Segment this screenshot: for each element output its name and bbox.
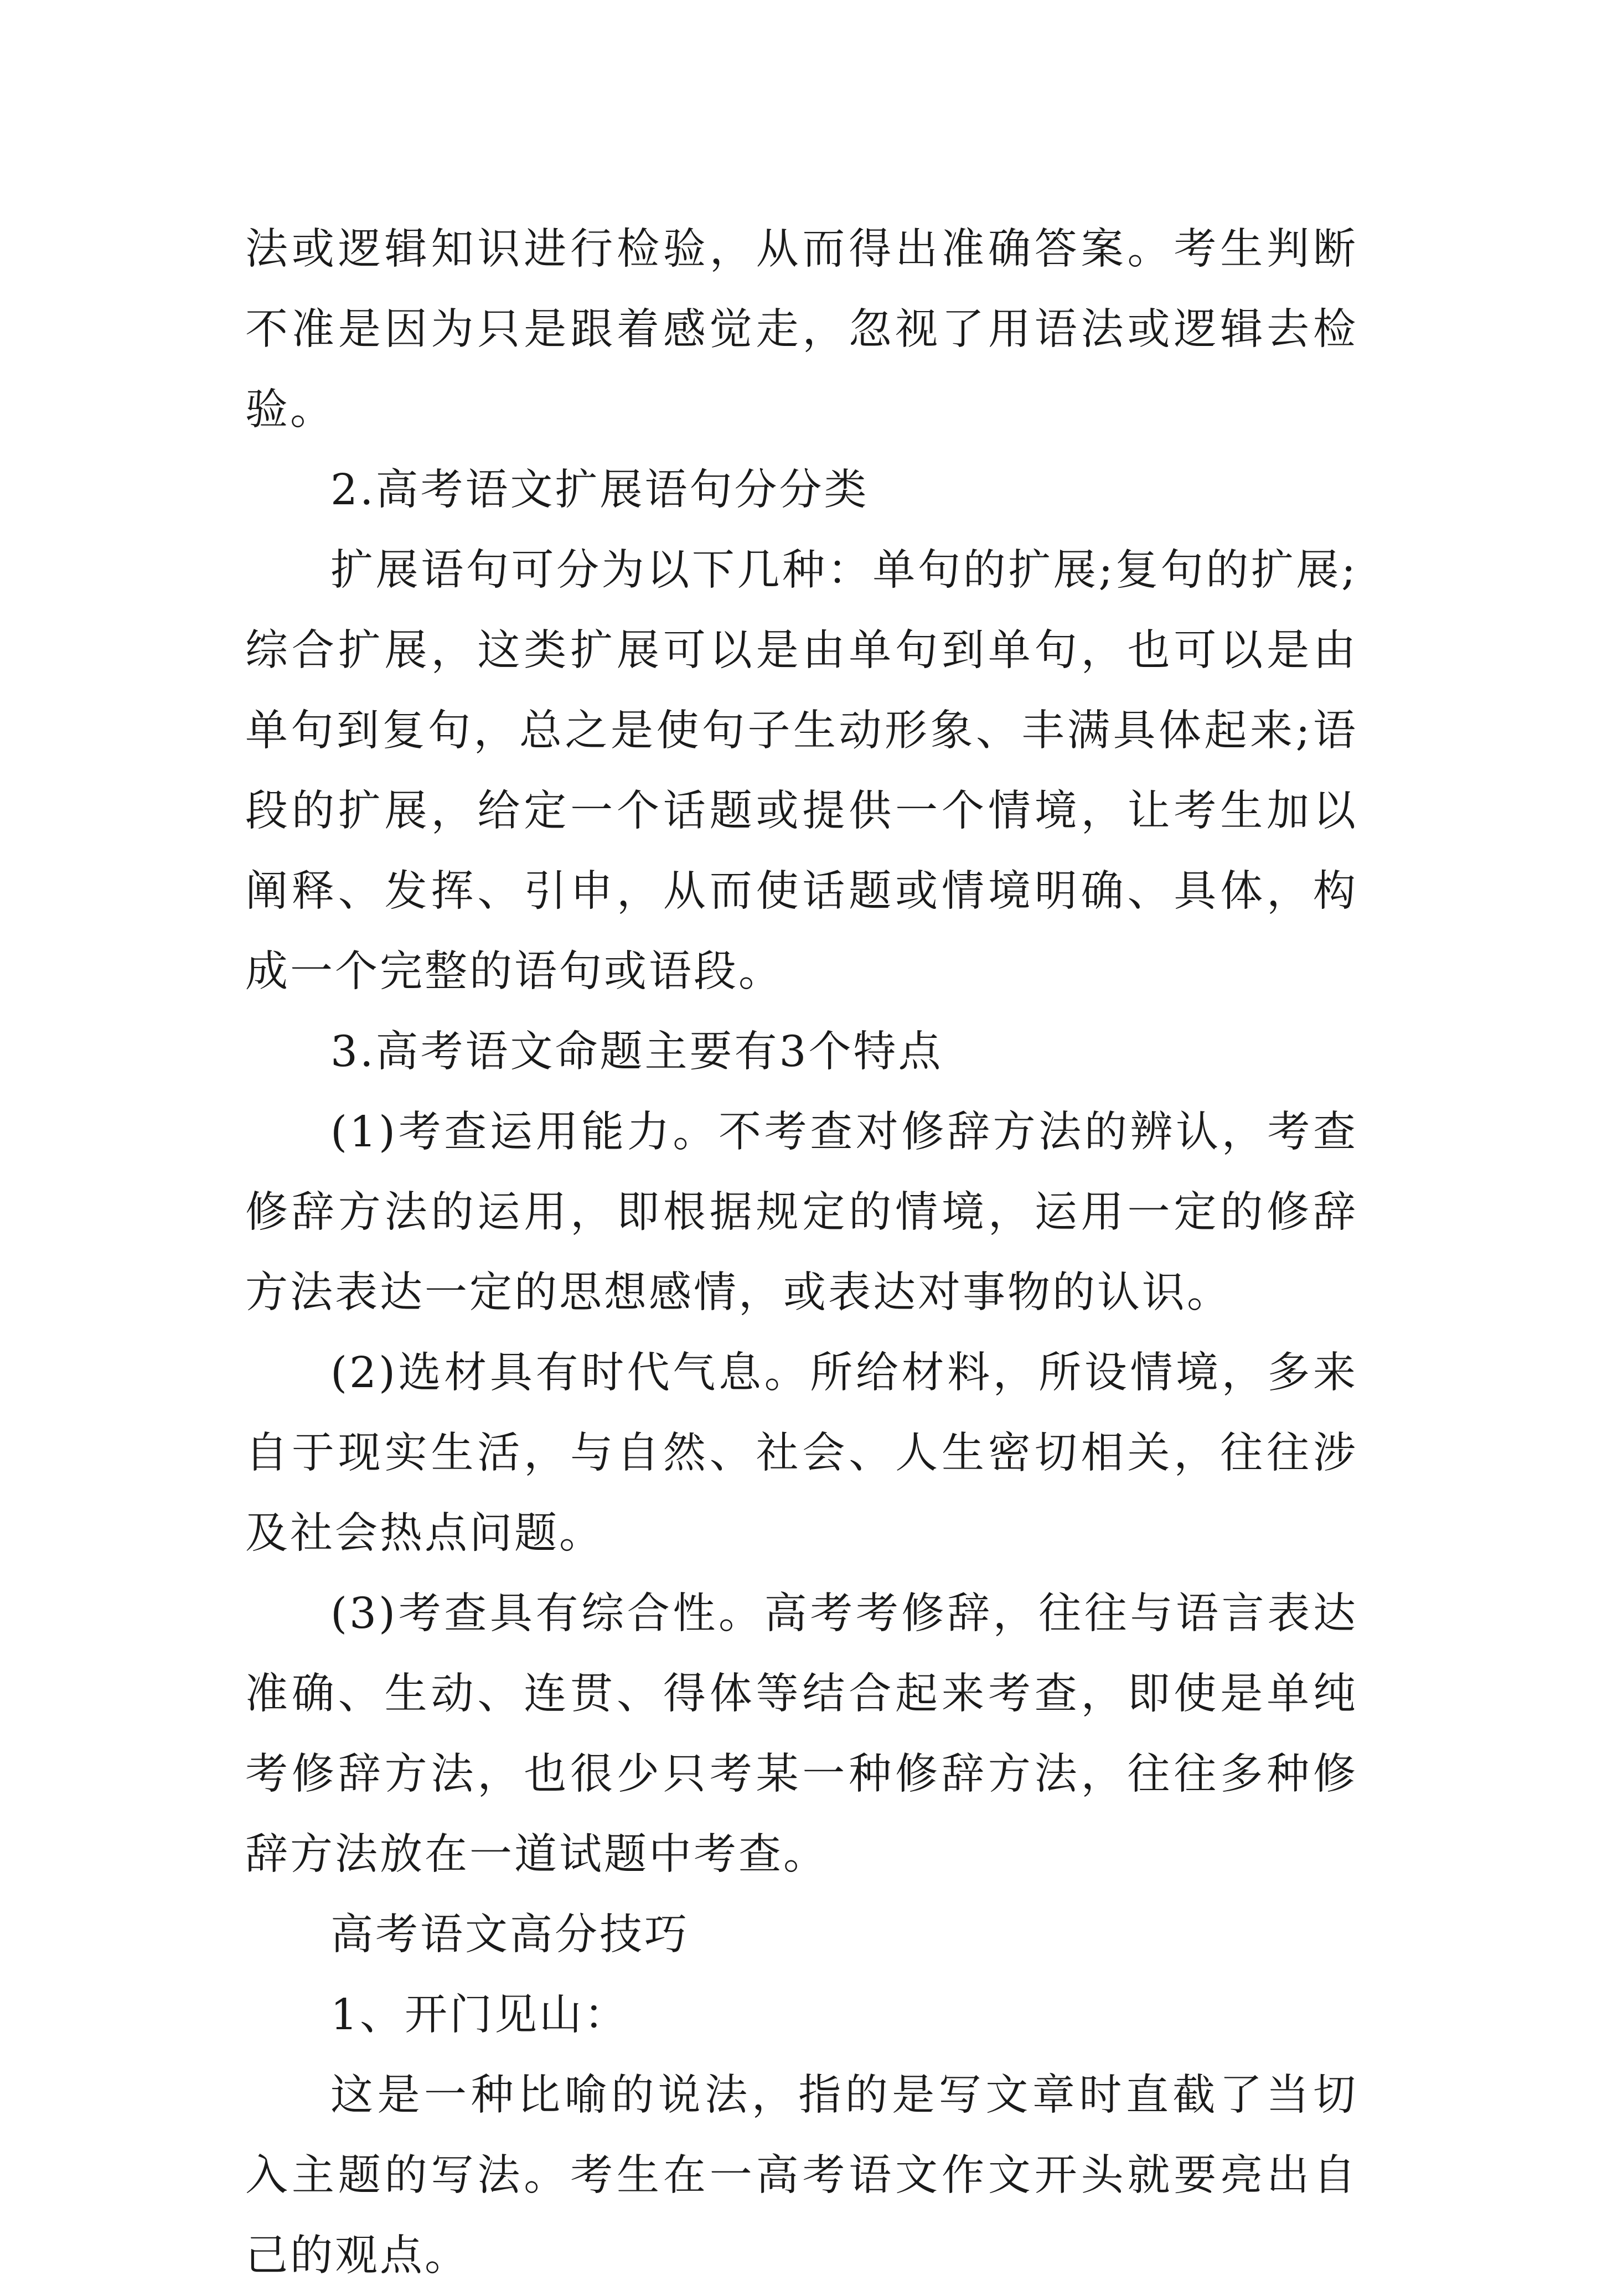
tip-paragraph-1: 这是一种比喻的说法，指的是写文章时直截了当切入主题的写法。考生在一高考语文作文开头就要亮出自己的观点。 — [245, 2071, 1358, 2281]
paragraph-1: 法或逻辑知识进行检验，从而得出准确答案。考生判断不准是因为只是跟着感觉走，忽视了用语法或逻辑去检验。 — [245, 225, 1358, 435]
feature-item-2: (2)选材具有时代气息。所给材料，所设情境，多来自于现实生活，与自然、社会、人生密切相关，往往涉及社会热点问题。 — [245, 1348, 1358, 1558]
section-heading-2: 2.高考语文扩展语句分分类 — [330, 466, 869, 515]
body-text — [245, 209, 1358, 2296]
section-heading-3: 3.高考语文命题主要有3个特点 — [330, 1027, 943, 1077]
feature-item-3: (3)考查具有综合性。高考考修辞，往往与语言表达准确、生动、连贯、得体等结合起来考查，即使是单纯考修辞方法，也很少只考某一种修辞方法，往往多种修辞方法放在一道试题中考查。 — [245, 1589, 1358, 1879]
paragraph-expansion-types: 扩展语句可分为以下几种：单句的扩展;复句的扩展;综合扩展，这类扩展可以是由单句到单句，也可以是由单句到复句，总之是使句子生动形象、丰满具体起来;语段的扩展，给定一个话题或提供一个情境，让考生加以阐释、发挥、引申，从而使话题或情境明确、具体，构成一个完整的语句或语段。 — [245, 546, 1358, 996]
section-heading-tips: 高考语文高分技巧 — [330, 1910, 689, 1959]
tip-heading-1: 1、开门见山： — [330, 1990, 629, 2040]
feature-item-1: (1)考查运用能力。不考查对修辞方法的辨认，考查修辞方法的运用，即根据规定的情境，运用一定的修辞方法表达一定的思想感情，或表达对事物的认识。 — [245, 1108, 1358, 1317]
